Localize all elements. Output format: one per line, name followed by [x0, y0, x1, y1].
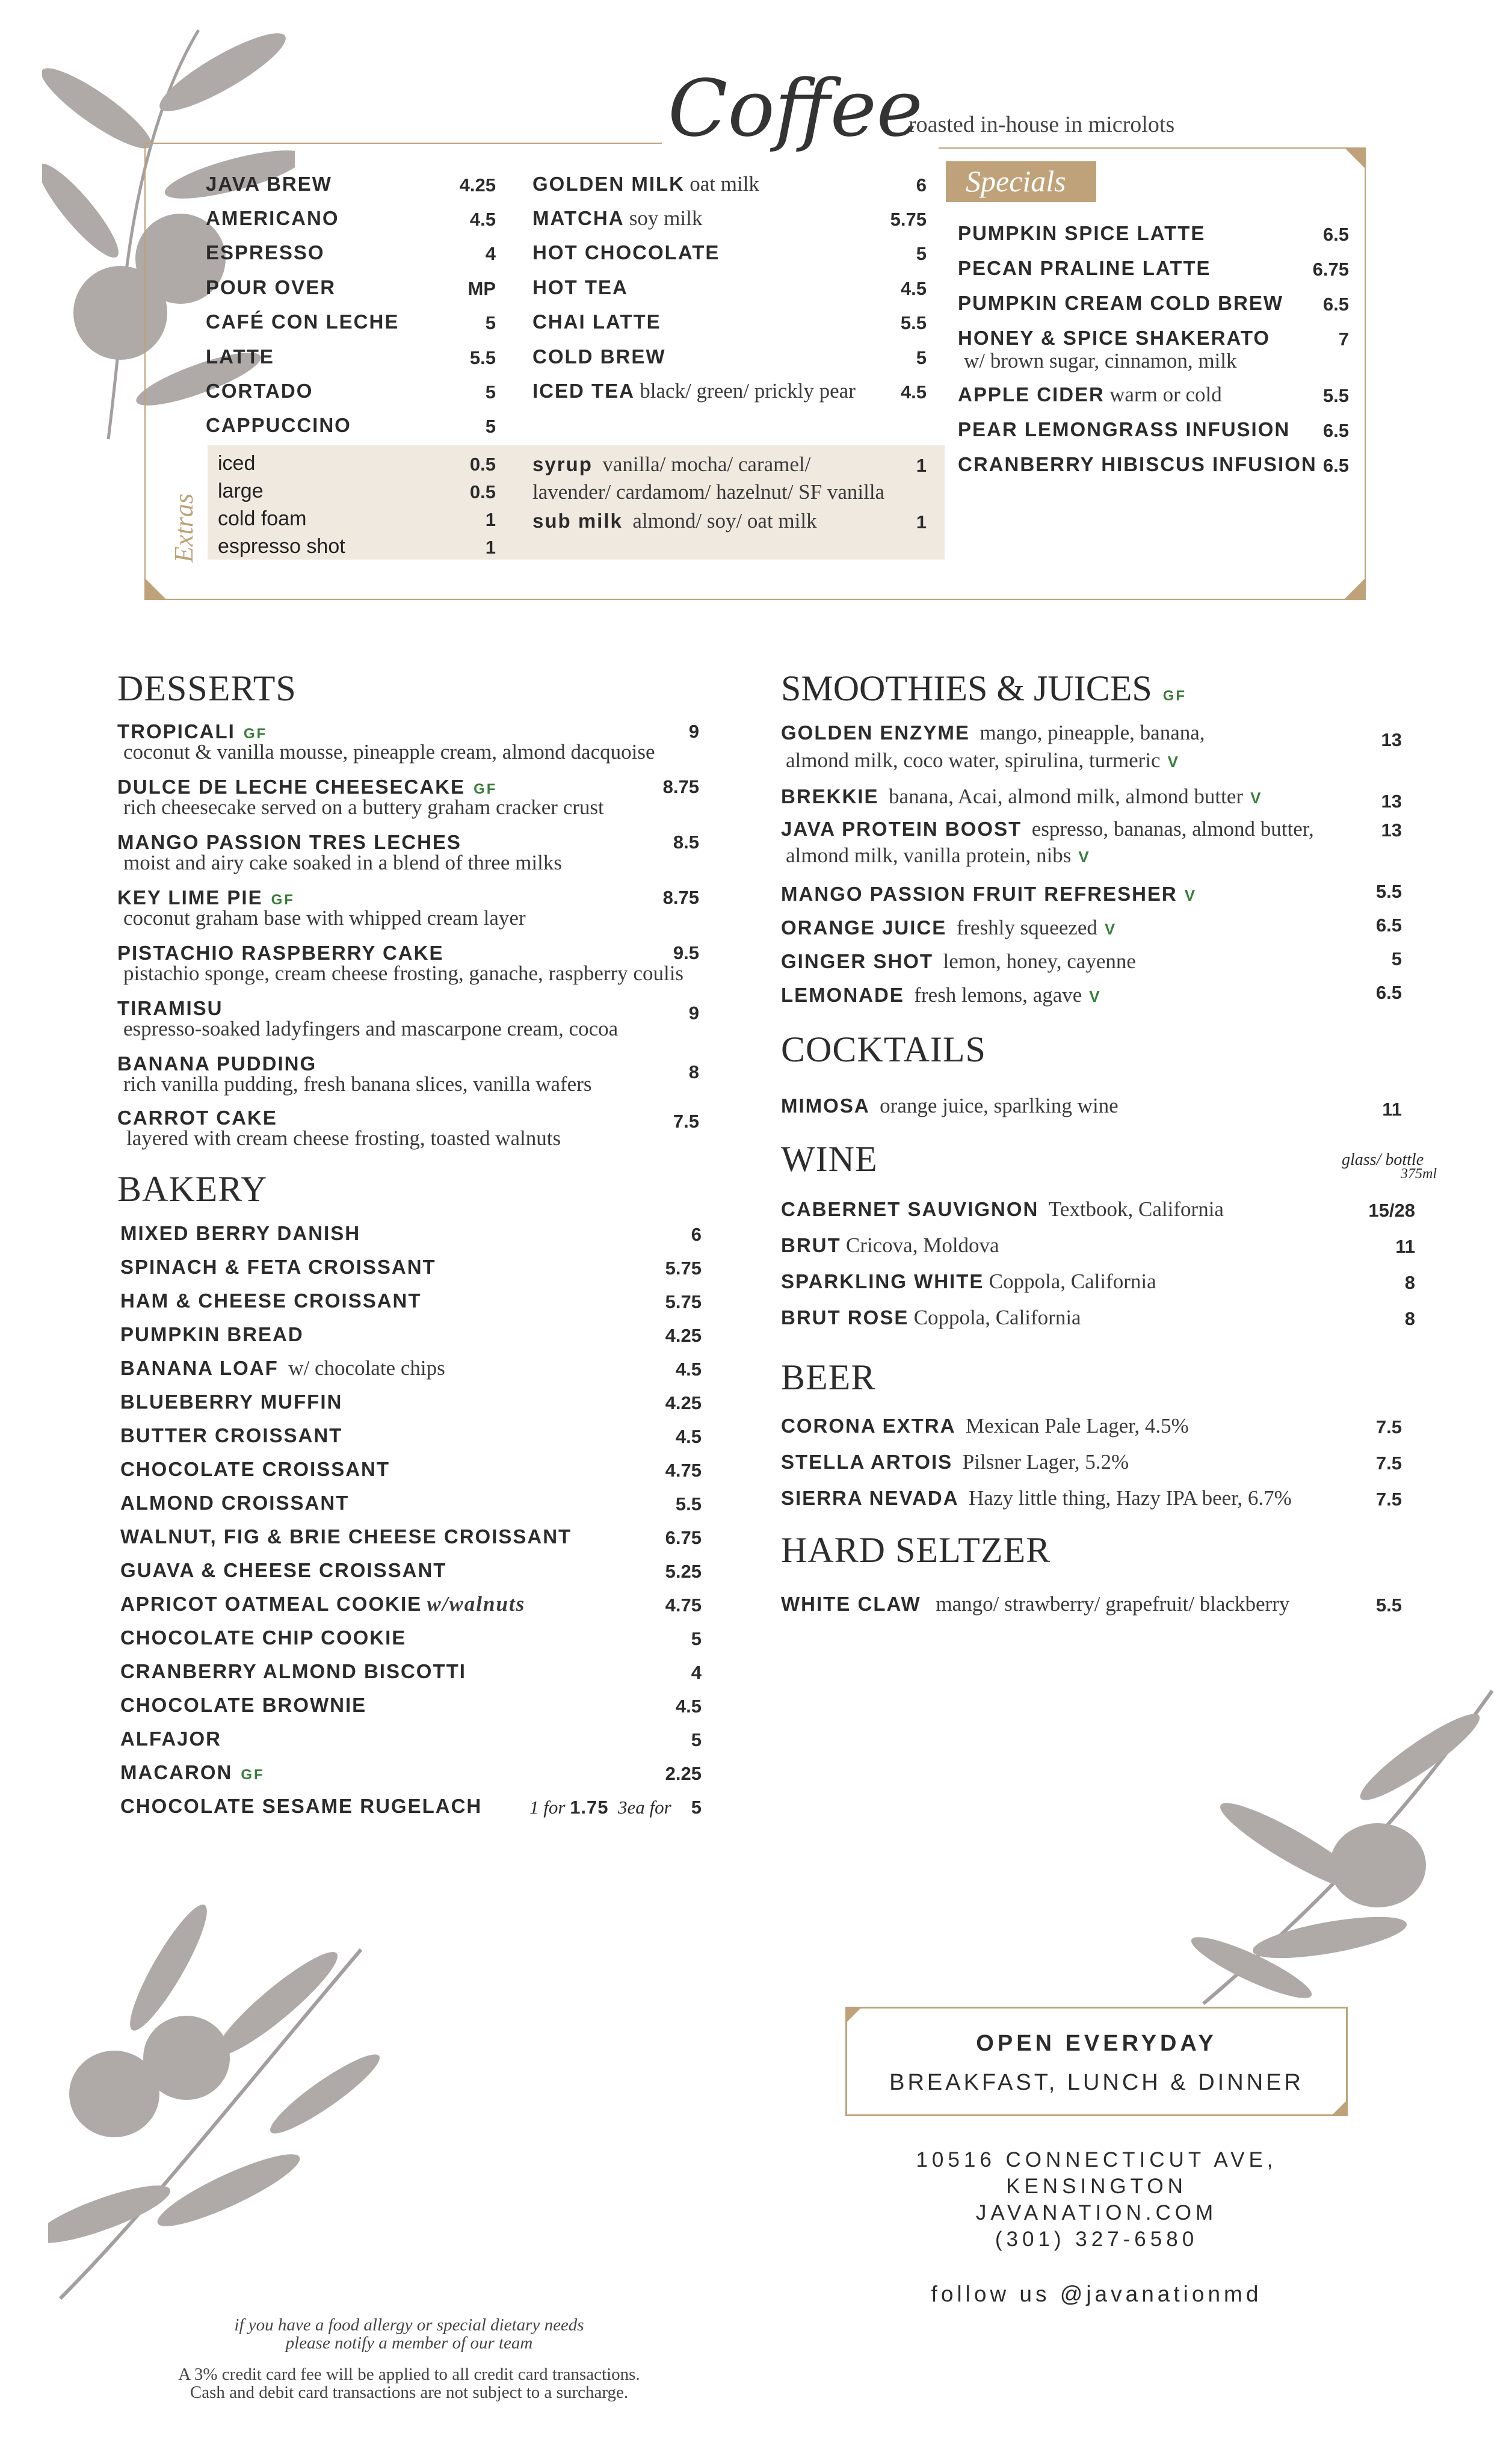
menu-item-price: 5.5	[469, 347, 496, 368]
smoothie-name: JAVA PROTEIN BOOST	[781, 818, 1022, 840]
menu-item-price: 5.5	[900, 312, 927, 333]
menu-item-desc: soy milk	[629, 206, 703, 230]
beer-desc: Mexican Pale Lager, 4.5%	[965, 1414, 1189, 1437]
open-everyday: OPEN EVERYDAY	[976, 2031, 1217, 2056]
menu-item-price: 4.5	[469, 209, 496, 230]
bakery-price: 4.5	[675, 1426, 702, 1447]
menu-item-name: ESPRESSO	[206, 241, 325, 264]
bakery-price: 4.25	[665, 1392, 702, 1413]
menu-item-price: 5	[916, 243, 927, 264]
extra-name: cold foam	[218, 507, 307, 530]
seltzer-name: WHITE CLAW	[781, 1593, 921, 1615]
bakery-name: CHOCOLATE CHIP COOKIE	[120, 1626, 407, 1649]
bakery-name: HAM & CHEESE CROISSANT	[120, 1289, 422, 1312]
dessert-name: CARROT CAKE	[117, 1107, 277, 1129]
bakery-price: 4.75	[665, 1460, 702, 1481]
frame-corner-top-right	[1344, 147, 1366, 169]
menu-item-price: 5	[485, 381, 496, 403]
dessert-price: 8	[688, 1061, 699, 1082]
menu-item	[532, 379, 856, 404]
menu-item-name: COLD BREW	[532, 345, 666, 368]
special-name: PUMPKIN CREAM COLD BREW	[958, 292, 1283, 314]
bakery-name: MIXED BERRY DANISH	[120, 1222, 361, 1244]
vegan-badge: V	[1167, 753, 1178, 771]
dessert-price: 7.5	[673, 1111, 699, 1132]
beer-title: BEER	[781, 1357, 876, 1397]
menu-item-price: 4.25	[459, 174, 496, 196]
bakery-price: 2.25	[665, 1763, 702, 1784]
dessert-name: TIRAMISU	[117, 997, 223, 1019]
special-price: 6.5	[1322, 294, 1349, 315]
bakery-price: 5.25	[665, 1561, 702, 1582]
bakery-desc: w/walnuts	[427, 1592, 526, 1616]
dessert-name: DULCE DE LECHE CHEESECAKE	[117, 776, 466, 798]
olive-branch-illustration-bottom-left	[48, 1877, 385, 2311]
extra-price: 1	[485, 537, 496, 558]
wine-price: 11	[1395, 1236, 1415, 1257]
bakery-price: 6.75	[665, 1527, 702, 1548]
syrup-item	[532, 452, 810, 477]
social-handle[interactable]: follow us @javanationmd	[931, 2282, 1262, 2306]
wine-desc: Textbook, California	[1048, 1197, 1224, 1221]
special-price: 6.5	[1322, 420, 1349, 441]
menu-item-name: MATCHA	[532, 207, 625, 229]
special-price: 6.5	[1322, 224, 1349, 245]
wine-name: BRUT	[781, 1234, 841, 1256]
gf-badge: GF	[474, 781, 498, 797]
beer-price: 7.5	[1375, 1416, 1402, 1437]
wine-price: 15/28	[1368, 1200, 1415, 1221]
smoothie-item	[781, 785, 1261, 810]
dessert-desc: pistachio sponge, cream cheese frosting, ganache, raspberry coulis	[123, 962, 684, 985]
seltzer-item	[781, 1592, 1289, 1617]
special-name: PEAR LEMONGRASS INFUSION	[958, 418, 1291, 440]
dessert-desc: coconut graham base with whipped cream layer	[123, 906, 526, 930]
dessert-name: KEY LIME PIE	[117, 886, 263, 909]
beer-desc: Hazy little thing, Hazy IPA beer, 6.7%	[969, 1486, 1292, 1510]
gf-badge: GF	[271, 892, 295, 908]
bakery-price: 4.75	[665, 1595, 702, 1616]
bakery-price: 5.5	[675, 1493, 702, 1515]
bakery-item	[120, 1761, 265, 1787]
wine-price: 8	[1404, 1272, 1415, 1293]
menu-item-desc: oat milk	[690, 172, 759, 196]
coffee-tagline: roasted in-house in microlots	[909, 112, 1175, 137]
menu-item-name: CAFÉ CON LECHE	[206, 310, 400, 333]
smoothie-item	[781, 949, 1136, 974]
cocktail-desc: orange juice, sparlking wine	[880, 1094, 1119, 1117]
bakery-price: 4	[691, 1662, 702, 1683]
dessert-desc: rich vanilla pudding, fresh banana slices, vanilla wafers	[123, 1072, 592, 1096]
wine-item	[781, 1197, 1224, 1222]
wine-item	[781, 1306, 1081, 1330]
bakery-name: BANANA LOAF	[120, 1357, 279, 1379]
bakery-price: 5.75	[665, 1258, 702, 1279]
smoothie-desc: fresh lemons, agave	[914, 983, 1082, 1007]
phone-number[interactable]: (301) 327-6580	[995, 2228, 1199, 2251]
coffee-frame-right	[1365, 147, 1366, 600]
special-price: 6.5	[1322, 455, 1349, 476]
smoothie-desc-2	[786, 749, 1178, 773]
fee-note-1: A 3% credit card fee will be applied to all credit card transactions.	[178, 2365, 640, 2384]
smoothie-item	[781, 882, 1195, 907]
website-link[interactable]: JAVANATION.COM	[975, 2201, 1218, 2225]
bakery-name: CHOCOLATE SESAME RUGELACH	[120, 1795, 483, 1817]
box-corner-br	[1331, 2099, 1348, 2116]
smoothie-price: 13	[1381, 820, 1402, 841]
smoothie-desc: freshly squeezed	[956, 916, 1097, 939]
extra-price: 1	[485, 509, 496, 530]
beer-item	[781, 1450, 1129, 1475]
smoothie-price: 5	[1391, 948, 1402, 969]
menu-item-price: 4.5	[900, 381, 927, 403]
menu-item-name: GOLDEN MILK	[532, 173, 685, 195]
menu-item-name: LATTE	[206, 345, 274, 368]
special-price: 5.5	[1322, 385, 1349, 406]
dessert-price: 8.5	[673, 832, 699, 853]
smoothie-price: 6.5	[1375, 982, 1402, 1003]
bakery-name: CHOCOLATE BROWNIE	[120, 1694, 367, 1716]
bakery-price: 5	[691, 1729, 702, 1750]
meals-served: BREAKFAST, LUNCH & DINNER	[889, 2070, 1304, 2095]
smoothie-item	[781, 983, 1100, 1008]
special-name: CRANBERRY HIBISCUS INFUSION	[958, 453, 1317, 475]
smoothie-item	[781, 916, 1115, 941]
smoothie-price: 6.5	[1375, 915, 1402, 936]
cocktail-item	[781, 1094, 1119, 1119]
dessert-name: BANANA PUDDING	[117, 1052, 317, 1075]
extra-price: 0.5	[469, 454, 496, 475]
bakery-price: 5	[691, 1797, 702, 1818]
seltzer-desc: mango/ strawberry/ grapefruit/ blackberry	[936, 1592, 1290, 1616]
coffee-title: Coffee	[668, 63, 923, 154]
frame-corner-bottom-right	[1344, 578, 1366, 599]
wine-title: WINE	[781, 1139, 878, 1179]
bakery-price: 5	[691, 1628, 702, 1649]
special-desc: w/ brown sugar, cinnamon, milk	[964, 349, 1237, 372]
vegan-badge: V	[1078, 848, 1089, 866]
wine-desc: Coppola, California	[913, 1306, 1081, 1329]
beer-name: CORONA EXTRA	[781, 1415, 956, 1437]
wine-name: CABERNET SAUVIGNON	[781, 1198, 1039, 1220]
menu-item-price: 5	[485, 312, 496, 333]
special-price: 6.75	[1312, 259, 1349, 280]
gf-badge: GF	[241, 1767, 265, 1783]
smoothie-price: 5.5	[1375, 881, 1402, 902]
wine-item	[781, 1270, 1156, 1294]
hours-box	[845, 2007, 1348, 2116]
smoothie-name: GINGER SHOT	[781, 950, 934, 972]
dessert-price: 8.75	[662, 887, 699, 908]
specials-label: Specials	[966, 164, 1066, 198]
dessert-desc: rich cheesecake served on a buttery graham cracker crust	[123, 795, 604, 819]
menu-item-price: 5	[916, 347, 927, 368]
cocktail-name: MIMOSA	[781, 1095, 870, 1117]
address-line-1: 10516 CONNECTICUT AVE,	[916, 2148, 1277, 2172]
bakery-price: 4.25	[665, 1325, 702, 1346]
rugelach-for1: 1 for	[529, 1797, 566, 1818]
extra-price: 0.5	[469, 481, 496, 502]
dessert-name: TROPICALI	[117, 720, 235, 743]
extra-name: large	[218, 480, 264, 502]
menu-item-name: AMERICANO	[206, 207, 339, 229]
bakery-name: BUTTER CROISSANT	[120, 1424, 343, 1447]
dessert-price: 9	[688, 721, 699, 742]
extra-name: iced	[218, 452, 256, 475]
rugelach-for3: 3ea for	[618, 1797, 671, 1818]
special-name: PECAN PRALINE LATTE	[958, 257, 1211, 279]
special-desc: warm or cold	[1109, 383, 1222, 406]
olive-branch-illustration-bottom-right	[1179, 1679, 1504, 2016]
bakery-name: ALMOND CROISSANT	[120, 1492, 350, 1514]
smoothie-name: MANGO PASSION FRUIT REFRESHER	[781, 883, 1177, 905]
dessert-desc: layered with cream cheese frosting, toasted walnuts	[126, 1126, 561, 1150]
menu-item	[532, 172, 759, 197]
rugelach-price1: 1.75	[570, 1797, 609, 1818]
syrup-desc-2: lavender/ cardamom/ hazelnut/ SF vanilla	[532, 480, 885, 504]
smoothie-desc-2-text: almond milk, vanilla protein, nibs	[786, 844, 1072, 867]
bakery-name: CRANBERRY ALMOND BISCOTTI	[120, 1660, 466, 1682]
wine-name: SPARKLING WHITE	[781, 1270, 984, 1292]
bakery-name: PUMPKIN BREAD	[120, 1323, 304, 1345]
bakery-price: 4.5	[675, 1696, 702, 1717]
menu-item-price: 5.75	[890, 209, 927, 230]
bakery-name: BLUEBERRY MUFFIN	[120, 1391, 343, 1413]
dessert-name: PISTACHIO RASPBERRY CAKE	[117, 942, 444, 964]
dessert-price: 8.75	[662, 776, 699, 797]
beer-price: 7.5	[1375, 1489, 1402, 1510]
menu-item-name: ICED TEA	[532, 380, 635, 402]
smoothie-name: GOLDEN ENZYME	[781, 721, 970, 744]
dessert-name: MANGO PASSION TRES LECHES	[117, 831, 461, 853]
bakery-item	[120, 1592, 525, 1617]
dessert-price: 9	[688, 1002, 699, 1024]
smoothie-desc: lemon, honey, cayenne	[943, 949, 1136, 973]
beer-desc: Pilsner Lager, 5.2%	[962, 1450, 1129, 1474]
syrup-name: syrup	[532, 453, 593, 475]
seltzer-price: 5.5	[1375, 1595, 1402, 1616]
special-name: APPLE CIDER	[958, 383, 1105, 406]
coffee-frame-bottom	[144, 599, 1366, 600]
wine-desc: Coppola, California	[989, 1270, 1156, 1293]
submilk-item	[532, 509, 817, 534]
smoothie-desc-2-text: almond milk, coco water, spirulina, turmeric	[786, 749, 1161, 772]
smoothies-title: SMOOTHIES & JUICES	[781, 668, 1152, 708]
seltzer-title: HARD SELTZER	[781, 1530, 1051, 1570]
bakery-desc: w/ chocolate chips	[288, 1356, 445, 1380]
extra-name: espresso shot	[218, 535, 345, 558]
bakery-name: GUAVA & CHEESE CROISSANT	[120, 1559, 447, 1581]
desserts-title: DESSERTS	[117, 668, 297, 708]
menu-item-name: HOT TEA	[532, 276, 628, 298]
dessert-desc: espresso-soaked ladyfingers and mascarpone cream, cocoa	[123, 1017, 619, 1040]
menu-item-price: MP	[467, 278, 496, 299]
bakery-name: APRICOT OATMEAL COOKIE	[120, 1593, 422, 1615]
smoothie-desc: mango, pineapple, banana,	[980, 721, 1205, 744]
menu-item-price: 6	[916, 174, 927, 196]
smoothie-name: BREKKIE	[781, 785, 879, 807]
smoothie-name: LEMONADE	[781, 984, 904, 1006]
smoothie-name: ORANGE JUICE	[781, 916, 947, 939]
vegan-badge: V	[1184, 886, 1196, 904]
beer-item	[781, 1414, 1189, 1439]
menu-item-desc: black/ green/ prickly pear	[640, 379, 856, 403]
wine-note-1: glass/ bottle	[1342, 1150, 1424, 1169]
gf-badge: GF	[243, 726, 268, 742]
coffee-frame-left	[144, 143, 146, 600]
frame-corner-bottom-left	[144, 578, 166, 599]
bakery-name: MACARON	[120, 1761, 233, 1783]
bakery-title: BAKERY	[117, 1169, 268, 1209]
vegan-badge: V	[1089, 987, 1100, 1005]
cocktails-title: COCKTAILS	[781, 1030, 986, 1069]
special-price: 7	[1338, 329, 1349, 350]
syrup-desc: vanilla/ mocha/ caramel/	[602, 452, 811, 476]
menu-item-price: 4	[485, 243, 496, 264]
allergy-note-1: if you have a food allergy or special dietary needs	[234, 2315, 584, 2335]
bakery-price: 4.5	[675, 1359, 702, 1380]
menu-item-price: 4.5	[900, 278, 927, 299]
bakery-item	[120, 1356, 445, 1381]
smoothie-desc: banana, Acai, almond milk, almond butter	[889, 785, 1244, 808]
vegan-badge: V	[1250, 789, 1261, 807]
smoothie-item	[781, 721, 1205, 746]
menu-item-name: POUR OVER	[206, 276, 336, 298]
wine-price: 8	[1404, 1308, 1415, 1329]
fee-note-2: Cash and debit card transactions are not subject to a surcharge.	[190, 2383, 629, 2402]
wine-note-2: 375ml	[1401, 1166, 1437, 1182]
box-corner-tl	[845, 2007, 862, 2024]
bakery-price: 6	[691, 1224, 702, 1245]
coffee-frame-line	[144, 143, 662, 144]
wine-desc: Cricova, Moldova	[845, 1234, 999, 1257]
syrup-price: 1	[916, 455, 927, 476]
smoothie-desc: espresso, bananas, almond butter,	[1031, 817, 1314, 841]
smoothie-price: 13	[1381, 729, 1402, 750]
coffee-frame-top-right	[939, 147, 1366, 149]
beer-name: SIERRA NEVADA	[781, 1487, 959, 1509]
special-item	[958, 383, 1222, 407]
submilk-price: 1	[916, 511, 927, 533]
menu-item-name: JAVA BREW	[206, 173, 332, 195]
submilk-name: sub milk	[532, 510, 623, 532]
smoothie-desc-2	[786, 844, 1089, 868]
extras-label: Extras	[169, 493, 199, 563]
smoothies-heading	[781, 668, 1186, 709]
cocktail-price: 11	[1382, 1099, 1402, 1120]
bakery-name: SPINACH & FETA CROISSANT	[120, 1256, 436, 1278]
vegan-badge: V	[1104, 920, 1115, 938]
bakery-name: WALNUT, FIG & BRIE CHEESE CROISSANT	[120, 1525, 572, 1548]
dessert-desc: coconut & vanilla mousse, pineapple cream, almond dacquoise	[123, 740, 655, 764]
beer-name: STELLA ARTOIS	[781, 1451, 953, 1473]
bakery-name: CHOCOLATE CROISSANT	[120, 1458, 390, 1480]
address-line-2: KENSINGTON	[1006, 2175, 1187, 2198]
menu-item-name: CHAI LATTE	[532, 310, 661, 333]
wine-name: BRUT ROSE	[781, 1306, 909, 1329]
bakery-name: ALFAJOR	[120, 1728, 222, 1750]
bakery-price: 5.75	[665, 1291, 702, 1312]
beer-price: 7.5	[1375, 1453, 1402, 1474]
submilk-desc: almond/ soy/ oat milk	[632, 509, 817, 533]
smoothie-price: 13	[1381, 791, 1402, 812]
special-name: PUMPKIN SPICE LATTE	[958, 222, 1206, 244]
menu-item-name: CORTADO	[206, 380, 313, 402]
menu-item-name: CAPPUCCINO	[206, 414, 351, 436]
beer-item	[781, 1486, 1292, 1511]
gf-badge: GF	[1162, 688, 1187, 704]
allergy-note-2: please notify a member of our team	[285, 2333, 533, 2353]
smoothie-item	[781, 817, 1314, 842]
menu-item-price: 5	[485, 416, 496, 437]
dessert-desc: moist and airy cake soaked in a blend of three milks	[123, 851, 562, 874]
menu-item	[532, 206, 702, 231]
special-name: HONEY & SPICE SHAKERATO	[958, 327, 1271, 349]
menu-item-name: HOT CHOCOLATE	[532, 241, 720, 264]
dessert-price: 9.5	[673, 942, 699, 963]
wine-item	[781, 1234, 999, 1258]
